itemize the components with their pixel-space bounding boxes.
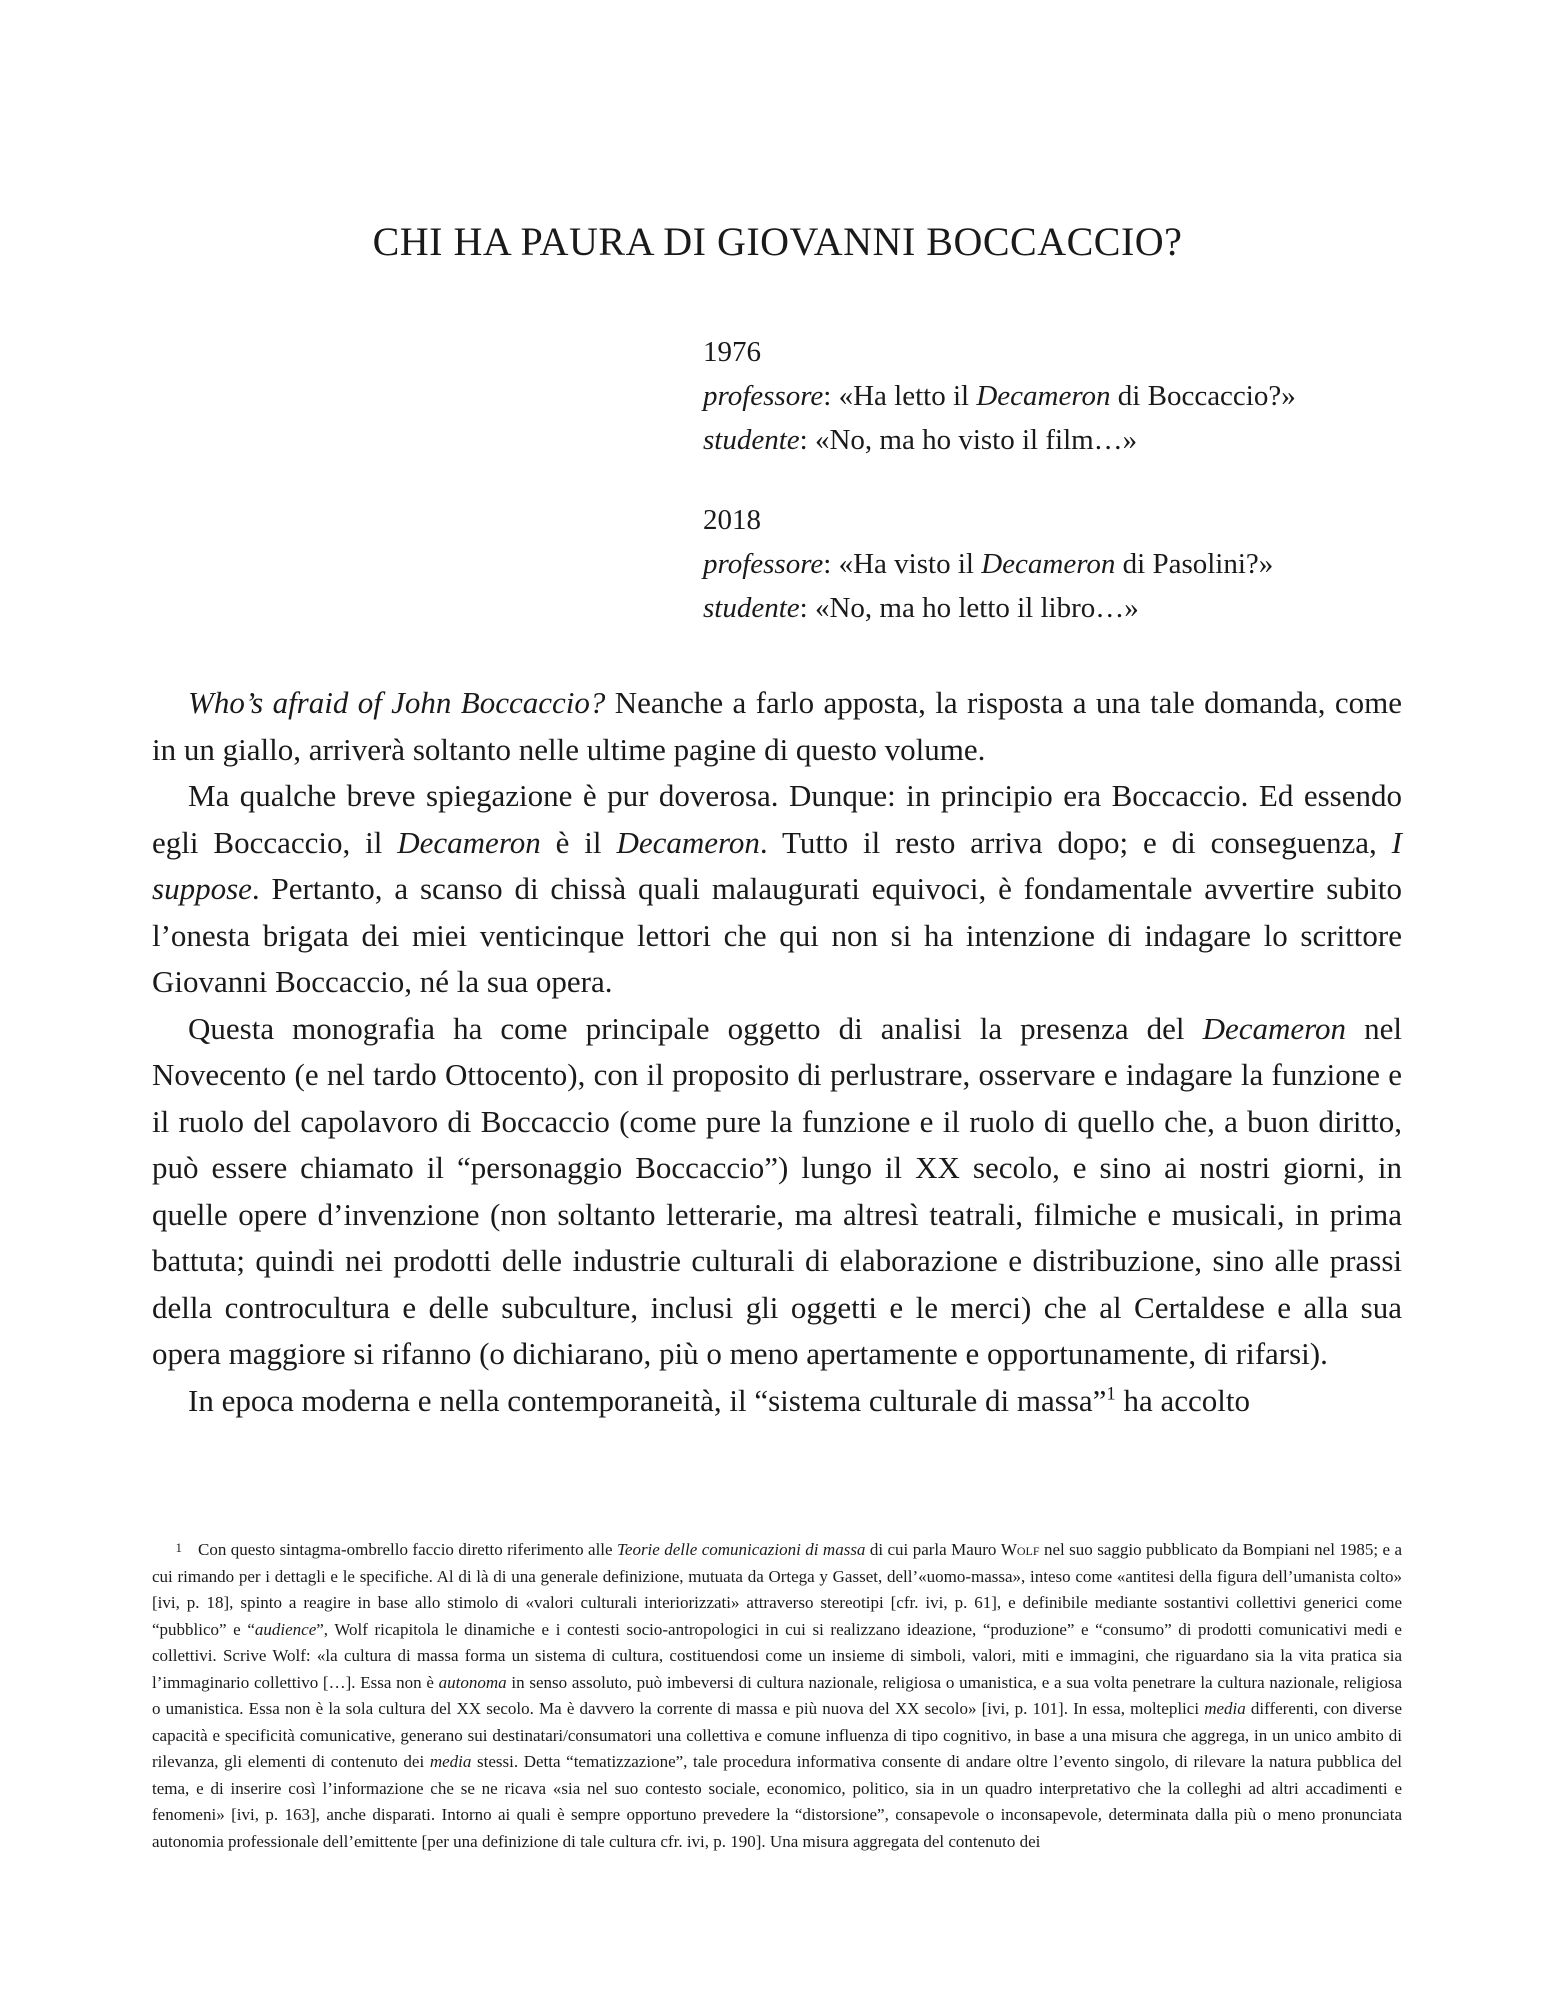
epigraph-role: professore <box>703 380 824 412</box>
italic-phrase: Who’s afraid of John Boccaccio? <box>188 685 606 720</box>
epigraph-text: : «Ha letto il <box>823 380 977 412</box>
paragraph <box>152 773 1402 1006</box>
epigraph-line <box>703 542 1296 586</box>
footnote-text: differenti, con diverse capacità e specificità comunicative, generano sui destinatari/consumatori una collettiva e comune influenza di tipo cognitivo, in base a una misura che aggrega, in un unico ambito di rilevanza, gli elementi di contenuto dei <box>152 1699 1402 1771</box>
italic-phrase: media <box>1204 1699 1246 1718</box>
paragraph-text: è il <box>540 824 617 860</box>
italic-phrase: Teorie delle comunicazioni di massa <box>617 1540 866 1559</box>
epigraph-line <box>703 374 1296 418</box>
footnote-text: nel suo saggio pubblicato da Bompiani nel 1985; e a cui rimando per i dettagli e le specifiche. Al di là di una generale definizione, mutuata da Ortega y Gasset, dell’«uomo-massa», inteso come «antitesi della figura dell’umanista colto» [ivi, p. 18], spinto a reagire in base allo stimolo di «valori culturali interiorizzati» attraverso stereotipi [cfr. ivi, p. 61], e definibile mediante sostantivi collettivi generici come “pubblico” e “ <box>152 1540 1402 1639</box>
author-name: Wolf <box>1000 1540 1040 1559</box>
footnote-text: in senso assoluto, può imbeversi di cultura nazionale, religiosa o umanistica, e a sua volta penetrare la cultura nazionale, religiosa o umanistica. Essa non è la sola cultura del XX secolo. Ma è davvero la corrente di massa e più nuova del XX secolo» [ivi, p. 101]. In essa, molteplici <box>152 1672 1403 1718</box>
italic-phrase: Decameron <box>1202 1010 1347 1046</box>
footnote-text: di cui parla Mauro <box>865 1540 1001 1559</box>
chapter-title: CHI HA PAURA DI GIOVANNI BOCCACCIO? <box>372 219 1183 264</box>
italic-phrase: Decameron <box>397 824 541 860</box>
epigraph-line <box>703 586 1296 630</box>
paragraph-text: Ma qualche breve spiegazione è pur doverosa. Dunque: in principio era Boccaccio. Ed essendo egli Boccaccio, il <box>152 778 1402 860</box>
epigraph-text: : «No, ma ho visto il film…» <box>799 424 1138 456</box>
epigraph-role: studente <box>703 424 800 456</box>
italic-phrase: I suppose <box>152 824 1402 906</box>
epigraph-year: 2018 <box>703 504 761 536</box>
epigraph-block-2018 <box>703 498 1296 630</box>
paragraph-text: Neanche a farlo apposta, la risposta a una tale domanda, come in un giallo, arriverà soltanto nelle ultime pagine di questo volume. <box>152 685 1402 767</box>
paragraph <box>152 1006 1402 1378</box>
paragraph-text: In epoca moderna e nella contemporaneità, il “sistema culturale di massa” <box>188 1382 1107 1418</box>
paragraph-text: nel Novecento (e nel tardo Ottocento), con il proposito di perlustrare, osservare e indagare la funzione e il ruolo del capolavoro di Boccaccio (come pure la funzione e il ruolo di quello che, a buon diritto, può essere chiamato il “personaggio Boccaccio”) lungo il XX secolo, e sino ai nostri giorni, in quelle opere d’invenzione (non soltanto letterarie, ma altresì teatrali, filmiche e musicali, in prima battuta; quindi nei prodotti delle industrie culturali di elaborazione e distribuzione, sino alle prassi della controcultura e delle subculture, inclusi gli oggetti e le merci) che al Certaldese e alla sua opera maggiore si rifanno (o dichiarano, più o meno apertamente e opportunamente, di rifarsi). <box>152 1010 1402 1371</box>
epigraph-role: professore <box>703 548 824 580</box>
epigraph <box>703 330 1296 666</box>
epigraph-italic: Decameron <box>981 548 1116 580</box>
paragraph-text: . Tutto il resto arriva dopo; e di conseguenza, <box>759 824 1392 860</box>
italic-phrase: audience <box>254 1619 317 1639</box>
epigraph-text: : «No, ma ho letto il libro…» <box>799 592 1139 624</box>
epigraph-italic: Decameron <box>976 380 1111 412</box>
paragraph <box>152 1378 1402 1425</box>
italic-phrase: Decameron <box>616 824 760 860</box>
epigraph-year: 1976 <box>703 336 761 368</box>
epigraph-text: di Boccaccio?» <box>1110 380 1296 412</box>
epigraph-role: studente <box>703 592 800 624</box>
epigraph-block-1976 <box>703 330 1296 462</box>
footnote-text: ”, Wolf ricapitola le dinamiche e i contesti socio-antropologici in cui si realizzano ideazione, “produzione” e “consumo” di prodotti comunicativi medi e collettivi. Scrive Wolf: «la cultura di massa forma un sistema di cultura, costituendosi come un insieme di simboli, valori, miti e immagini, che riguardano sia la vita pratica sia l’immaginario collettivo […]. Essa non è <box>152 1619 1402 1692</box>
italic-phrase: autonoma <box>438 1672 507 1692</box>
epigraph-text: : «Ha visto il <box>823 548 982 580</box>
footnote-text: Con questo sintagma-ombrello faccio diretto riferimento alle <box>198 1540 617 1559</box>
footnote-text: stessi. Detta “tematizzazione”, tale procedura informativa consente di andare oltre l’evento singolo, di rilevare la natura pubblica del tema, e di inserire così l’informazione che se ne ricava «sia nel suo contesto sociale, economico, politico, sia in un quadro interpretativo che la colleghi ad altri accadimenti e fenomeni» [ivi, p. 163], anche disparati. Intorno ai quali è sempre opportuno prevedere la “distorsione”, consapevole o inconsapevole, determinata dalla più o meno pronunciata autonomia professionale dell’emittente [per una definizione di tale cultura cfr. ivi, p. 190]. Una misura aggregata del contenuto dei <box>152 1752 1402 1851</box>
italic-phrase: media <box>429 1752 472 1771</box>
epigraph-text: di Pasolini?» <box>1115 548 1274 580</box>
paragraph-text: . Pertanto, a scanso di chissà quali malaugurati equivoci, è fondamentale avvertire subito l’onesta brigata dei miei venticinque lettori che qui non si ha intenzione di indagare lo scrittore Giovanni Boccaccio, né la sua opera. <box>152 871 1402 999</box>
paragraph-text: Questa monografia ha come principale oggetto di analisi la presenza del <box>188 1010 1203 1046</box>
paragraph-text: ha accolto <box>1115 1382 1250 1418</box>
footnote <box>152 1537 1402 1855</box>
paragraph <box>152 680 1402 773</box>
footnote-ref[interactable]: 1 <box>1106 1383 1116 1405</box>
body-text <box>152 680 1402 1424</box>
footnote-number: 1 <box>175 1540 182 1555</box>
epigraph-line <box>703 418 1296 462</box>
